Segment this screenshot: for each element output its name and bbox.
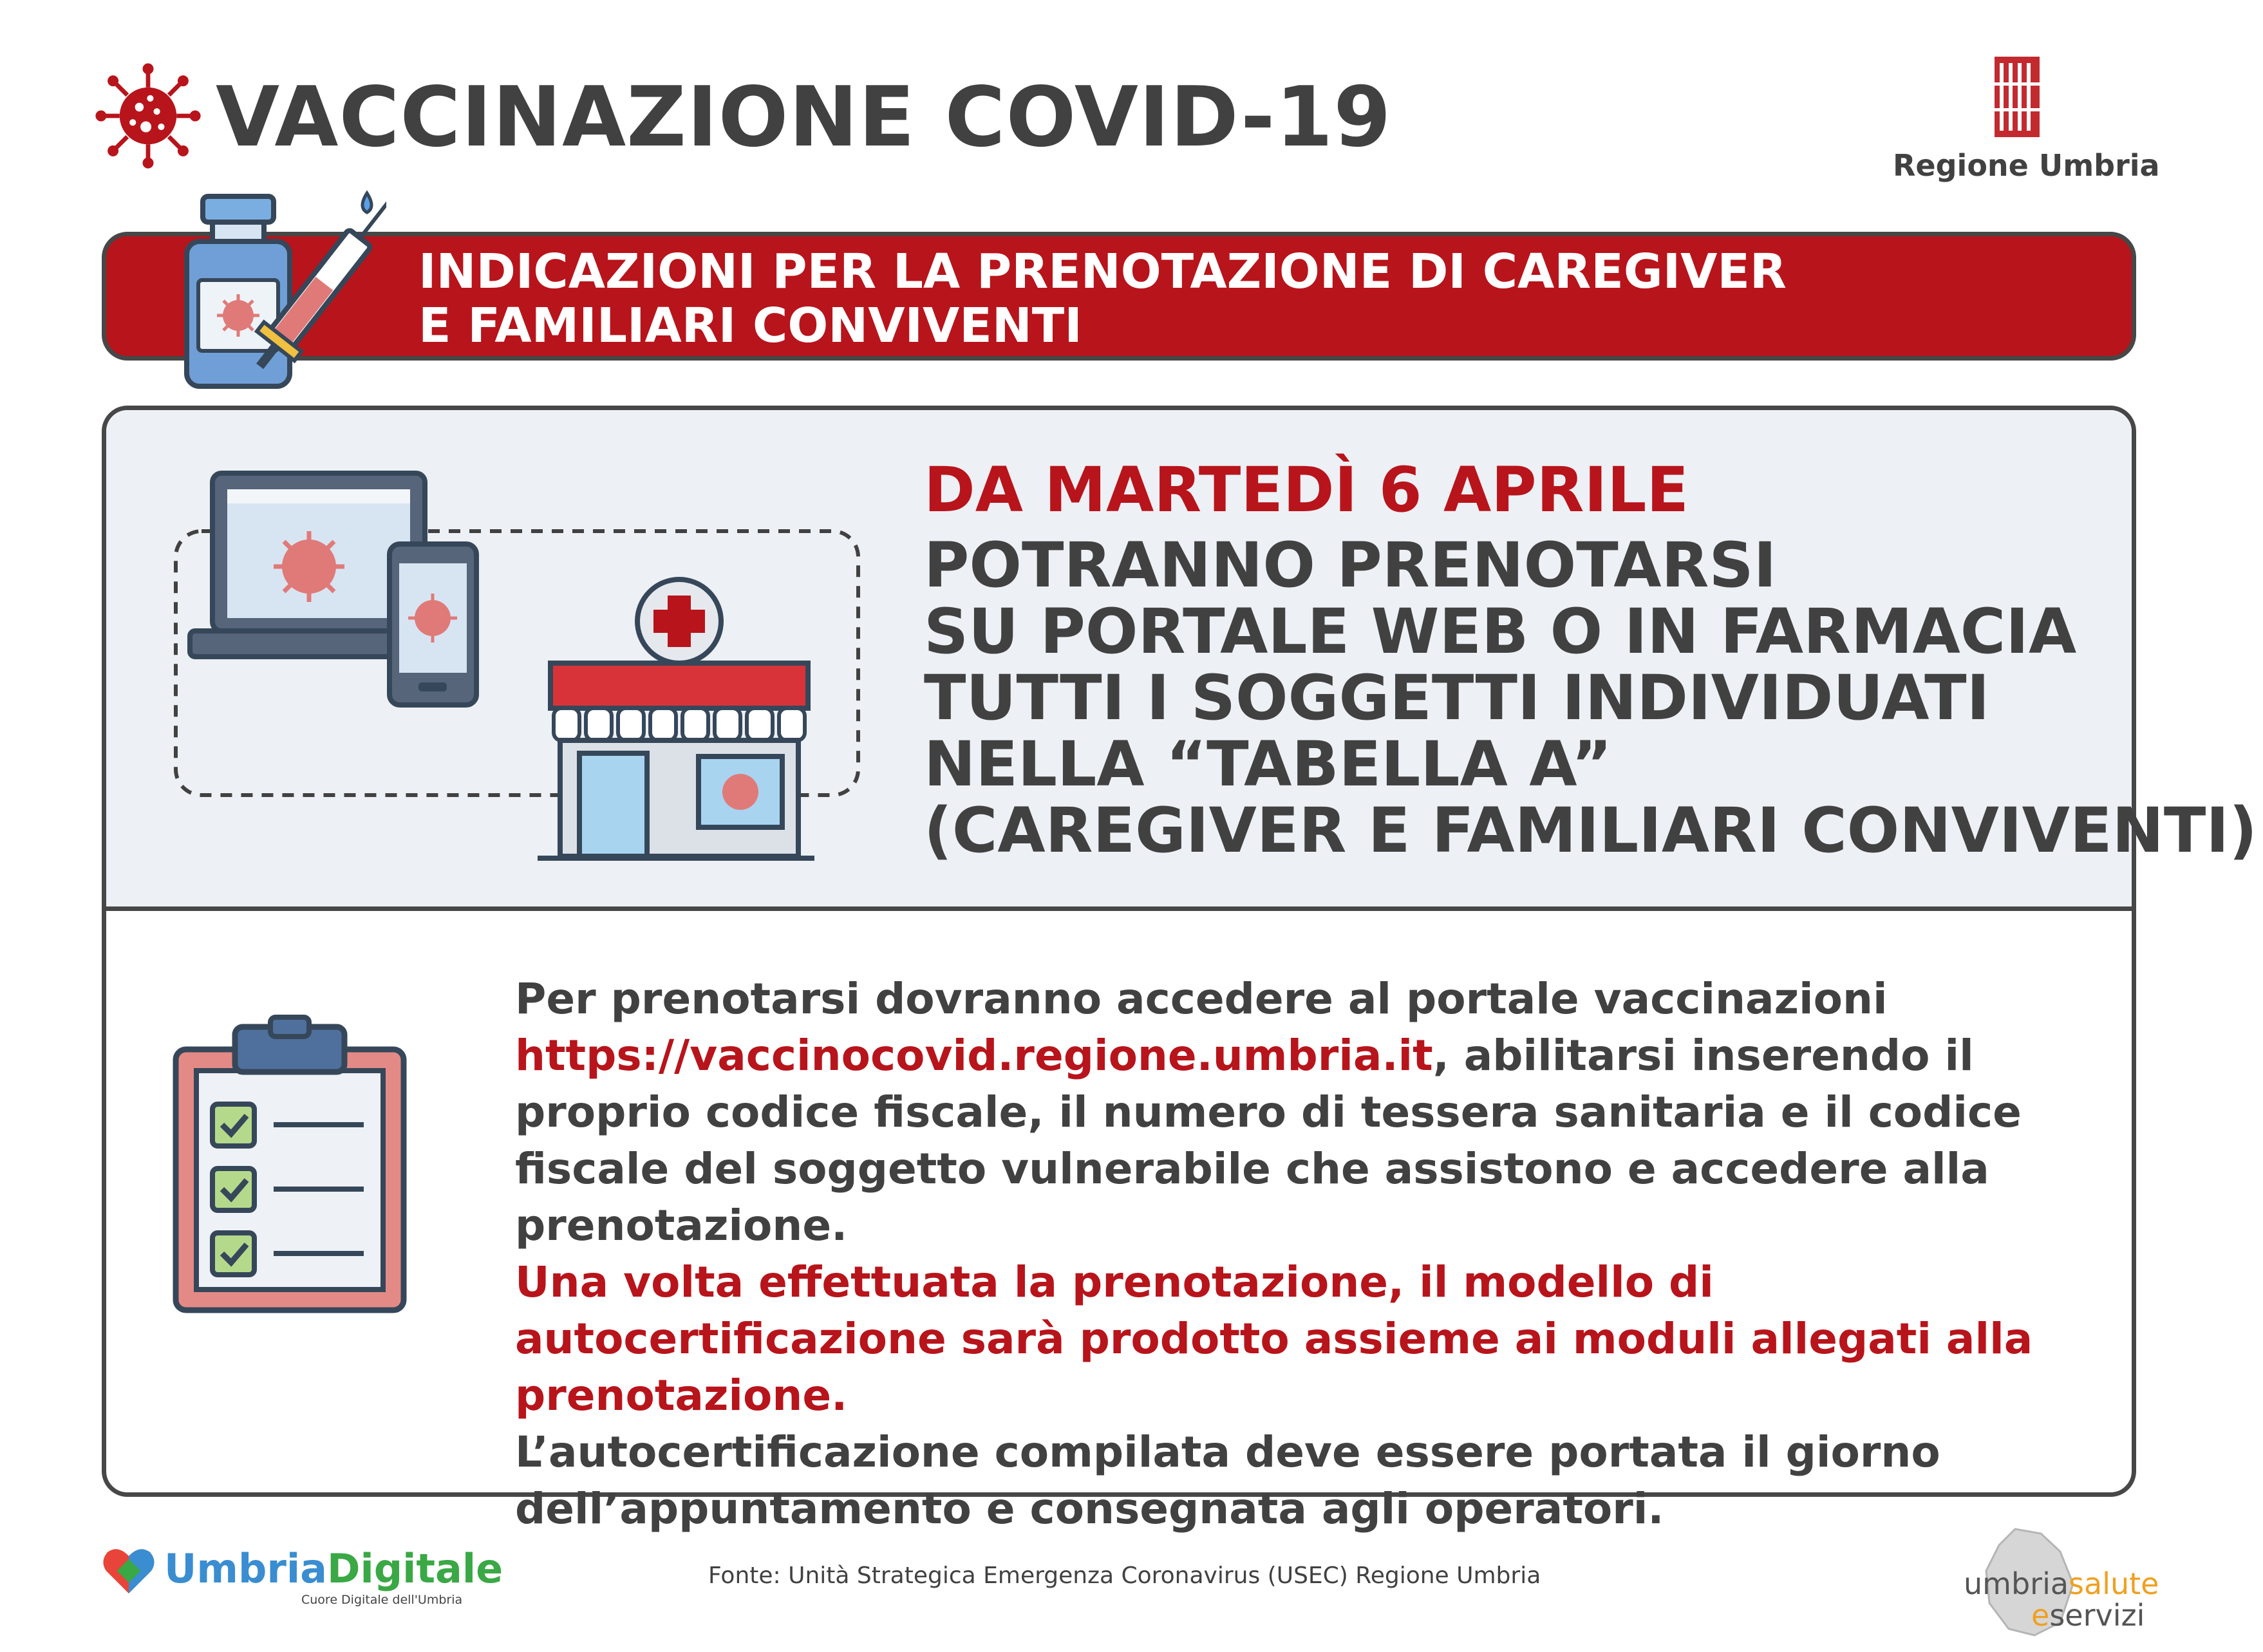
instructions-intro: Per prenotarsi dovranno accedere al portale vaccinazioni — [515, 974, 1888, 1024]
umbria-digitale-part-a: Umbria — [164, 1545, 327, 1592]
devices-and-pharmacy-illustration — [171, 470, 866, 869]
umbria-salute-logo-text — [1964, 1566, 2159, 1601]
announcement-line: POTRANNO PRENOTARSI — [924, 529, 1777, 601]
umbria-digitale-logo-text — [164, 1545, 503, 1592]
announcement-date: DA MARTEDÌ 6 APRILE — [924, 454, 1689, 526]
umbria-salute-part-b: salute — [2069, 1566, 2159, 1601]
announcement-line: (CAREGIVER E FAMILIARI CONVIVENTI) — [924, 794, 2257, 867]
instructions-closing: L’autocertificazione compilata deve essere portata il giorno dell’appuntamento e consegnata agli operatori. — [515, 1427, 1940, 1534]
portal-link[interactable]: https://vaccinocovid.regione.umbria.it — [515, 1031, 1433, 1080]
umbria-digitale-part-b: Digitale — [327, 1545, 503, 1592]
umbria-salute-servizi-text — [2031, 1598, 2145, 1633]
umbria-salute-part-d: servizi — [2049, 1598, 2145, 1633]
umbria-salute-part-a: umbria — [1964, 1566, 2069, 1601]
clipboard-checklist-icon — [171, 1014, 409, 1317]
virus-icon — [93, 61, 203, 171]
region-name: Regione Umbria — [1893, 148, 2160, 183]
instructions-highlight: Una volta effettuata la prenotazione, il modello di autocertificazione sarà prodotto assieme ai moduli allegati alla prenotazione. — [515, 1257, 2033, 1420]
source-note: Fonte: Unità Strategica Emergenza Coronavirus (USEC) Regione Umbria — [708, 1563, 1541, 1589]
umbria-digitale-tagline: Cuore Digitale dell'Umbria — [301, 1593, 463, 1607]
smartphone-icon — [390, 544, 476, 705]
announcement-line: TUTTI I SOGGETTI INDIVIDUATI — [924, 662, 1990, 734]
banner-title — [418, 245, 2092, 353]
banner-line-2: E FAMILIARI CONVIVENTI — [418, 298, 1082, 353]
vaccine-vial-icon — [174, 183, 386, 393]
region-emblem-icon — [1995, 57, 2040, 137]
announcement-line: NELLA “TABELLA A” — [924, 728, 1612, 800]
umbria-salute-part-c: e — [2031, 1598, 2050, 1633]
pharmacy-icon — [538, 579, 814, 858]
page-title: VACCINAZIONE COVID-19 — [216, 70, 1392, 165]
instructions-text — [515, 971, 2080, 1537]
banner-line-1: INDICAZIONI PER LA PRENOTAZIONE DI CAREGIVER — [418, 244, 1787, 299]
instructions-steps: , abilitarsi inserendo il proprio codice fiscale, il numero di tessera sanitaria e il codice fiscale del soggetto vulnerabile che assistono e accedere alla prenotazione. — [515, 1031, 2022, 1250]
announcement-line: SU PORTALE WEB O IN FARMACIA — [924, 596, 2077, 668]
heart-logo-icon — [100, 1542, 158, 1600]
